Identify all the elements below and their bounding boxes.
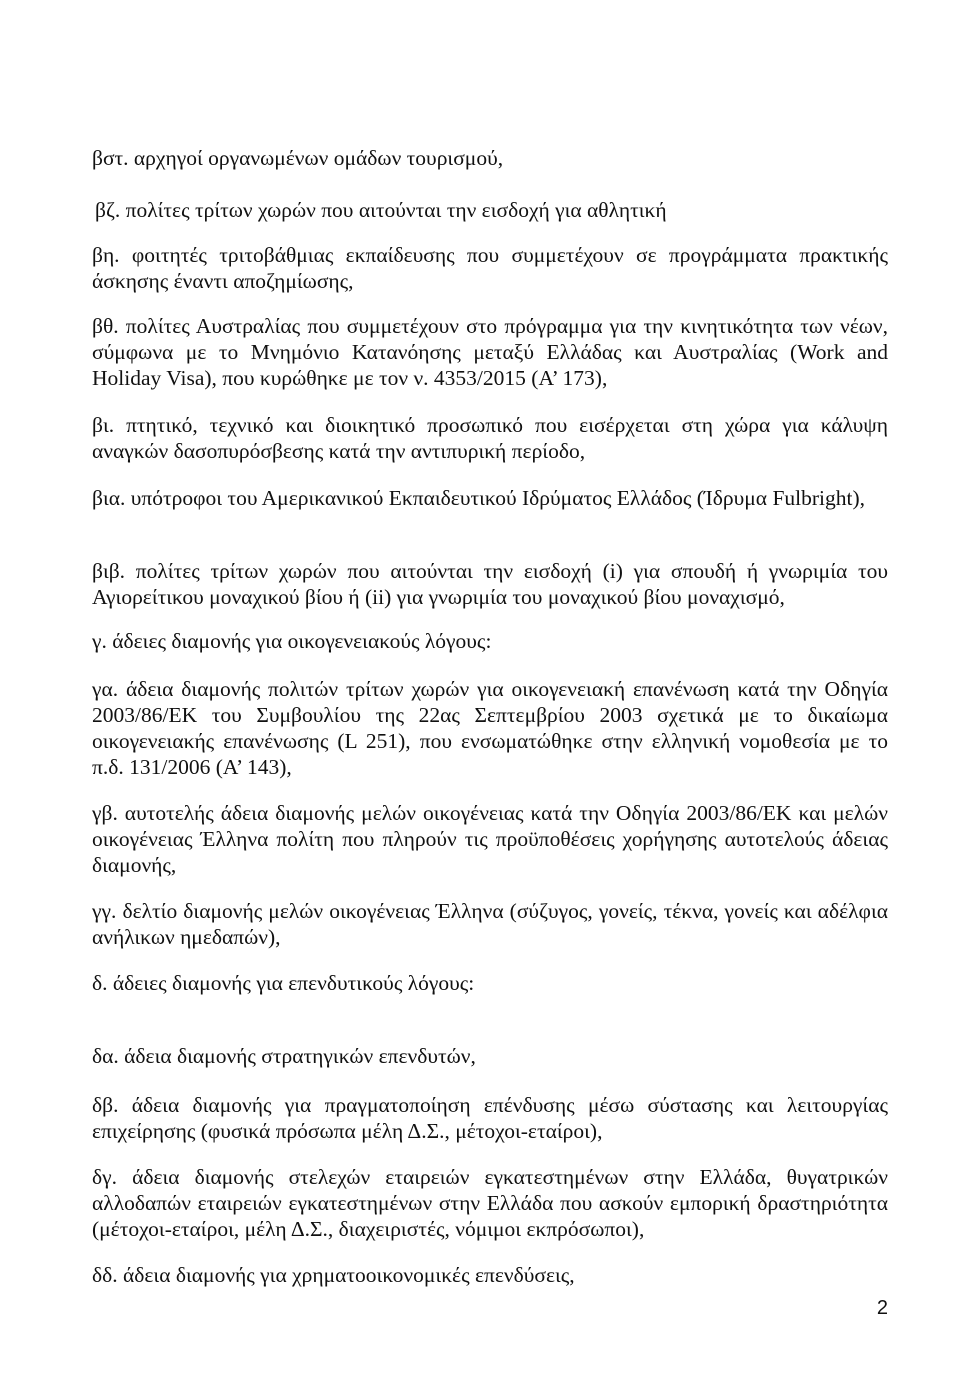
paragraph-bst: βστ. αρχηγοί οργανωμένων ομάδων τουρισμού, xyxy=(92,146,504,170)
paragraph-bz: βζ. πολίτες τρίτων χωρών που αιτούνται την εισδοχή για αθλητική xyxy=(95,198,667,222)
paragraph-bi: βι. πτητικό, τεχνικό και διοικητικό προσωπικό που εισέρχεται στη χώρα για κάλυψη αναγκών δασοπυρόσβεσης κατά την αντιπυρική περίοδο, xyxy=(92,413,888,463)
paragraph-bib: βιβ. πολίτες τρίτων χωρών που αιτούνται την εισδοχή (i) για σπουδή ή γνωριμία του Αγιορείτικου μοναχικού βίου ή (ii) για γνωριμία του μοναχικού βίου μοναχισμό, xyxy=(92,559,888,609)
section-heading-g: γ. άδειες διαμονής για οικογενειακούς λόγους: xyxy=(92,629,492,653)
paragraph-gg: γγ. δελτίο διαμονής μελών οικογένειας Έλληνα (σύζυγος, γονείς, τέκνα, γονείς και αδέλφια ανήλικων ημεδαπών), xyxy=(92,899,888,949)
paragraph-bth: βθ. πολίτες Αυστραλίας που συμμετέχουν στο πρόγραμμα για την κινητικότητα των νέων, σύμφωνα με το Μνημόνιο Κατανόησης μεταξύ Ελλάδας και Αυστραλίας (Work and Holiday Visa), που κυρώθηκε με τον ν. 4353/2015 (Α’ 173), xyxy=(92,314,888,390)
paragraph-dg: δγ. άδεια διαμονής στελεχών εταιρειών εγκατεστημένων στην Ελλάδα, θυγατρικών αλλοδαπών εταιρειών εγκατεστημένων στην Ελλάδα που ασκούν εμπορική δραστηριότητα (μέτοχοι-εταίροι, μέλη Δ.Σ., διαχειριστές, νόμιμοι εκπρόσωποι), xyxy=(92,1165,888,1241)
paragraph-gb: γβ. αυτοτελής άδεια διαμονής μελών οικογένειας κατά την Οδηγία 2003/86/ΕΚ και μελών οικογένειας Έλληνα πολίτη που πληρούν τις προϋποθέσεις χορήγησης αυτοτελούς άδειας διαμονής, xyxy=(92,801,888,877)
section-heading-d: δ. άδειες διαμονής για επενδυτικούς λόγους: xyxy=(92,971,475,995)
paragraph-db: δβ. άδεια διαμονής για πραγματοποίηση επένδυσης μέσω σύστασης και λειτουργίας επιχείρησης (φυσικά πρόσωπα μέλη Δ.Σ., μέτοχοι-εταίροι), xyxy=(92,1093,888,1143)
paragraph-ga: γα. άδεια διαμονής πολιτών τρίτων χωρών για οικογενειακή επανένωση κατά την Οδηγία 2003/86/ΕΚ του Συμβουλίου της 22ας Σεπτεμβρίου 2003 σχετικά με το δικαίωμα οικογενειακής επανένωσης (L 251), που ενσωματώθηκε στην ελληνική νομοθεσία με το π.δ. 131/2006 (Α’ 143), xyxy=(92,677,888,779)
paragraph-bh: βη. φοιτητές τριτοβάθμιας εκπαίδευσης που συμμετέχουν σε προγράμματα πρακτικής άσκησης έναντι αποζημίωσης, xyxy=(92,243,888,293)
paragraph-da: δα. άδεια διαμονής στρατηγικών επενδυτών, xyxy=(92,1044,476,1068)
paragraph-dd: δδ. άδεια διαμονής για χρηματοοικονομικές επενδύσεις, xyxy=(92,1263,575,1287)
page-number: 2 xyxy=(876,1297,888,1319)
paragraph-bia: βια. υπότροφοι του Αμερικανικού Εκπαιδευτικού Ιδρύματος Ελλάδος (Ίδρυμα Fulbright), xyxy=(92,486,866,510)
